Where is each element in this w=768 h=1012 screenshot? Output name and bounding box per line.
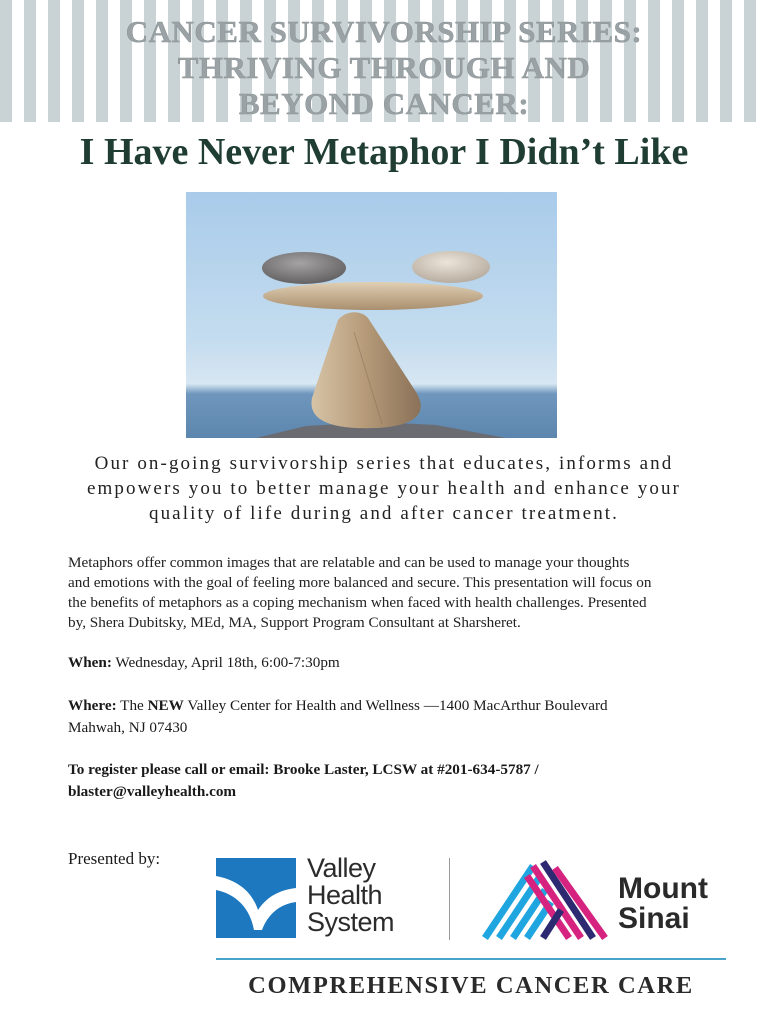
registration-info [68, 759, 539, 803]
footer-rule [216, 958, 726, 960]
vhs-line-1: Valley [307, 853, 376, 883]
intro-line-1: Our on-going survivorship series that educates, informs and [94, 453, 674, 474]
event-title: I Have Never Metaphor I Didn’t Like [79, 131, 689, 173]
comprehensive-cancer-care-label: COMPREHENSIVE CANCER CARE [248, 972, 694, 999]
where-pre: The [116, 697, 148, 714]
where-label: Where: [68, 697, 117, 714]
body-line-1: Metaphors offer common images that are relatable and can be used to manage your thoughts [68, 554, 630, 571]
valley-health-logo-text [307, 855, 394, 936]
body-line-3: the benefits of metaphors as a coping mechanism when faced with health challenges. Presented [68, 594, 647, 611]
mount-sinai-logo-icon [481, 858, 611, 942]
register-email[interactable]: blaster@valleyhealth.com [68, 783, 237, 800]
vhs-line-3: System [307, 907, 395, 937]
vhs-line-2: Health [307, 880, 383, 910]
when-value: Wednesday, April 18th, 6:00-7:30pm [111, 654, 340, 671]
mount-sinai-logo-text [618, 874, 708, 934]
series-description [60, 451, 708, 526]
where-address: Valley Center for Health and Wellness —1400 MacArthur Boulevard [183, 697, 608, 714]
where-city: Mahwah, NJ 07430 [68, 719, 188, 736]
where-new: NEW [147, 697, 184, 714]
series-heading-line-3: BEYOND CANCER: [238, 86, 530, 121]
series-heading-line-1: CANCER SURVIVORSHIP SERIES: [125, 14, 643, 49]
series-heading-line-2: THRIVING THROUGH AND [177, 50, 591, 85]
body-line-4: by, Shera Dubitsky, MEd, MA, Support Program Consultant at Sharsheret. [68, 614, 521, 631]
valley-health-logo-icon [216, 858, 296, 938]
body-line-2: and emotions with the goal of feeling more balanced and secure. This presentation will focus on [68, 574, 652, 591]
logo-divider [449, 858, 450, 940]
balancing-stones-image [186, 192, 557, 438]
where-row [68, 695, 608, 739]
presentation-description [68, 553, 708, 633]
when-label: When: [68, 654, 112, 671]
striped-banner [0, 0, 768, 122]
presented-by-label: Presented by: [68, 849, 161, 868]
ms-line-2: Sinai [618, 902, 690, 935]
intro-line-3: quality of life during and after cancer treatment. [148, 503, 620, 524]
ms-line-1: Mount [618, 872, 708, 905]
intro-line-2: empowers you to better manage your health and enhance your [87, 478, 681, 499]
when-row [68, 654, 340, 672]
register-line-1: To register please call or email: Brooke Laster, LCSW at #201-634-5787 / [68, 761, 539, 778]
series-heading [0, 14, 768, 122]
